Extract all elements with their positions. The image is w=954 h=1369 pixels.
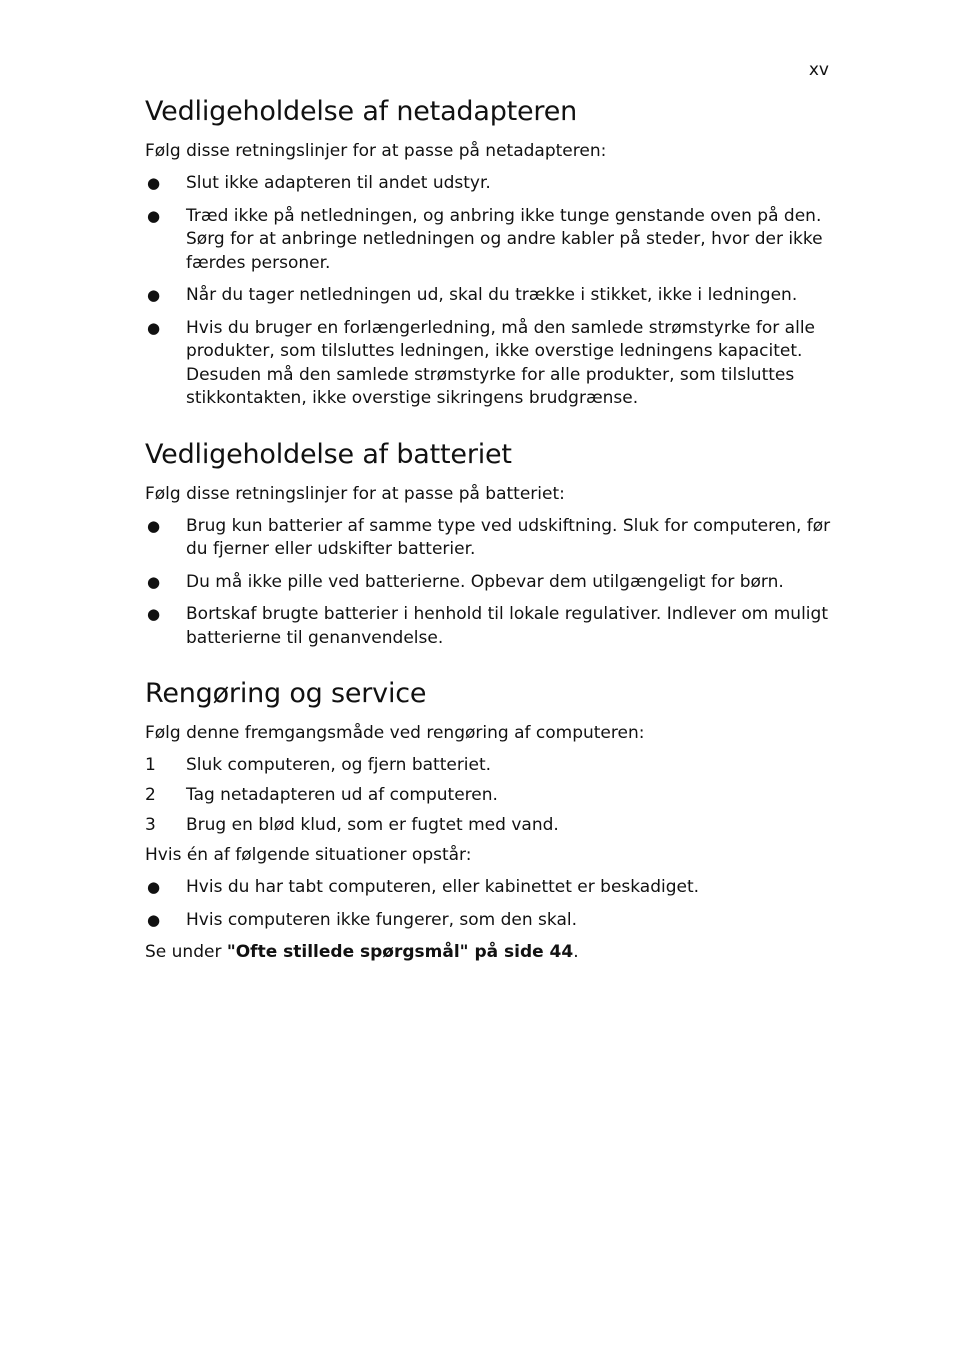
section-intro: Følg disse retningslinjer for at passe på netadapteren: [145,141,607,161]
steps-list [145,754,835,838]
list-item: ● Når du tager netledningen ud, skal du trække i stikket, ikke i ledningen. [145,284,835,308]
list-item: ● Hvis computeren ikke fungerer, som den skal. [145,909,835,933]
list-item: ● Træd ikke på netledningen, og anbring ikke tunge genstande oven på den. Sørg for at anbringe netledningen og andre kabler på steder, hvor der ikke færdes personer. [147,205,823,273]
section-heading: Vedligeholdelse af batteriet [145,438,512,470]
bullet-list [145,876,835,932]
cross-reference-link[interactable]: "Ofte stillede spørgsmål" på side 44 [226,942,574,962]
section-intro: Følg denne fremgangsmåde ved rengøring af computeren: [145,723,645,743]
section-batteri [145,437,835,651]
step-number: 3 [145,815,156,835]
bullet-icon: ● [147,318,161,337]
bullet-icon: ● [147,605,161,623]
section-intro: Følg disse retningslinjer for at passe på batteriet: [145,483,565,504]
bullet-icon: ● [147,878,161,896]
list-item: ● Slut ikke adapteren til andet udstyr. [145,172,835,196]
step-item: 2 Tag netadapteren ud af computeren. [145,784,835,808]
list-item: ● Du må ikke pille ved batterierne. Opbevar dem utilgængeligt for børn. [145,571,835,595]
step-number: 2 [145,785,156,805]
situations-intro: Hvis én af følgende situationer opstår: [145,845,472,865]
list-item: ● Brug kun batterier af samme type ved udskiftning. Sluk for computeren, før du fjerner eller udskifter batterier. [147,515,831,559]
bullet-icon: ● [147,286,161,304]
list-item: ● Hvis du har tabt computeren, eller kabinettet er beskadiget. [145,876,835,900]
list-item: ● Bortskaf brugte batterier i henhold til lokale regulativer. Indlever om muligt batterierne til genanvendelse. [147,604,828,648]
bullet-icon: ● [147,910,161,929]
section-rengoring [145,676,835,964]
step-number: 1 [145,755,156,775]
section-heading: Vedligeholdelse af netadapteren [145,96,578,127]
section-heading: Rengøring og service [145,678,427,709]
page-content [145,94,835,990]
bullet-icon: ● [147,516,161,535]
bullet-list [145,172,835,411]
step-item: 3 Brug en blød klud, som er fugtet med vand. [145,814,835,838]
list-item: ● Hvis du bruger en forlængerledning, må den samlede strømstyrke for alle produkter, som tilsluttes ledningen, ikke overstige ledningens kapacitet. Desuden må den samlede strømstyrke for alle produkter, som tilsluttes stikkontakten, ikke overstige sikringens brudgrænse. [147,317,816,408]
section-netadapter [145,94,835,411]
see-reference-line: Se under "Ofte stillede spørgsmål" på side 44. [145,942,579,962]
page-number: xv [808,60,829,80]
bullet-icon: ● [147,206,161,225]
bullet-icon: ● [147,174,161,192]
bullet-icon: ● [147,572,161,591]
bullet-list [145,515,835,651]
step-item: 1 Sluk computeren, og fjern batteriet. [145,754,835,778]
